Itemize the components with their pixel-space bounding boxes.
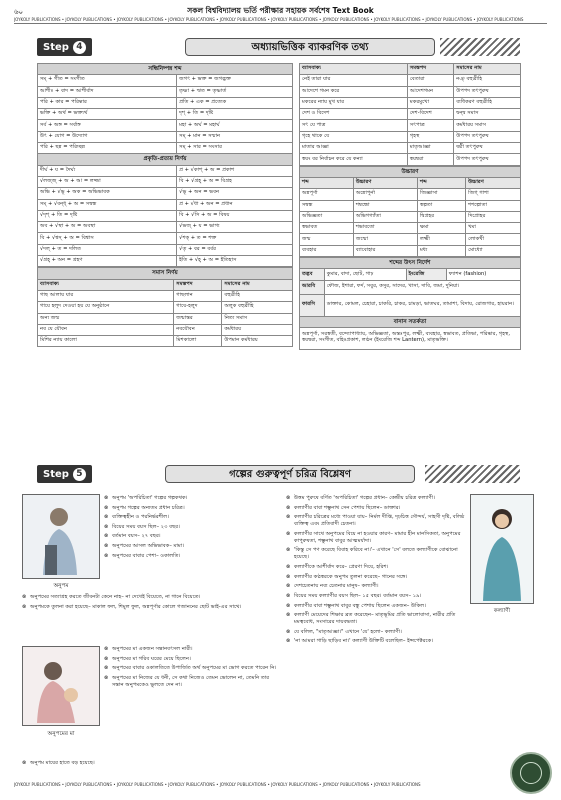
samas-cell: গাছলান — [174, 290, 222, 301]
sandhi-cell: সম্ + সার = সংসার — [177, 143, 293, 154]
uccharon-cell: অন্নোপুর্না — [353, 189, 417, 200]
list-item: ⊗ 'কিন্তু সে পণ করেছে বিবাহ করিবে না।'– এখানে 'সে' বলতে কল্যাণীকে বোঝানো হয়েছে। — [286, 547, 466, 561]
anupam-bullets — [104, 495, 274, 562]
samas2-cell: ব্যধিকরণ বহুব্রীহি — [454, 97, 521, 108]
column-header: উচ্চারণ — [466, 177, 521, 188]
column-header: শব্দ — [300, 177, 354, 188]
kalyani-illustration — [470, 494, 534, 604]
uccharon-cell: শম্বন্ধো — [353, 200, 417, 211]
samas2-cell: সৎ যে পাত্র — [300, 120, 408, 131]
samas-cell: বহুব্রীহি — [222, 290, 293, 301]
step5-number: 5 — [73, 468, 86, 481]
list-item: ⊗ অনুপমের সত্যাগ্ৰহ করতে জীবনটা কেনে নাহ– না দেখেই বিয়েতে, না গানে বিয়েতে। — [22, 594, 280, 601]
table-row — [300, 234, 521, 245]
uccharon-cell: অন্নপূর্ণা — [300, 189, 354, 200]
anupam-illustration — [22, 494, 100, 579]
samas2-cell: স্বয়ং বর নির্বাচন করে যে কন্যা — [300, 154, 408, 165]
samas2-cell: গৃহস্থ — [407, 131, 453, 142]
utsa-r2-c1: ডাক্তার, কোমল, চেহারা, চাকরি, চাকর, চামড়া, ভাতঘর, তামাশা, বিদায়, রোজগার, হায়রান। — [324, 294, 520, 316]
step5-label: Step — [43, 468, 69, 480]
kalyani-bullets — [286, 495, 466, 648]
sandhi-cell: দৃশ্ + তি = দৃষ্টি — [177, 109, 293, 120]
table-row — [38, 199, 293, 210]
column-header: উচ্চারণ — [353, 177, 417, 188]
samas2-cell: দেশ-বিদেশ — [407, 109, 453, 120]
samas-cell: মিশকালো — [174, 336, 222, 347]
book-title: সকল বিশ্ববিদ্যালয় ভর্তি পরীক্ষার সহায়ক সর্বশেষ Text Book — [187, 6, 374, 15]
samas2-cell: নেই তারা যার — [300, 75, 408, 86]
list-item: ⊗ উত্তম পুরুষে বর্ণিত 'অপরিচিতা' গল্পের প্রধান– কেন্দ্রীয় চরিত্র কল্যাণী। — [286, 495, 466, 502]
sandhi-cell: পরি + ছন্ন = পরিচ্ছন্ন — [38, 143, 177, 154]
list-item: ⊗ কল্যাণী মেয়েদের শিক্ষার ব্রত করেছেন– মাতৃভূমির প্রতি ভালোবাসা, নারীর প্রতি মমত্ববোধ, সংসারের দায়বদ্ধতা। — [286, 612, 466, 626]
utsa-r0-c2: ইংরেজি — [406, 269, 446, 280]
uccharon-cell: মধ্য — [418, 245, 466, 256]
samas-cell: কর্মধারয় — [222, 324, 293, 335]
utsa-title: শব্দের উৎস নির্দেশ — [300, 258, 521, 269]
list-item: ⊗ কল্যাণীর সাথে অনুপমের বিয়ে না হওয়ার কারণ– মামার হীন মানসিকতা, অনুপমের কাপুরুষতা, শম্ভুনাথ বাবুর আত্মমর্যাদা। — [286, 531, 466, 545]
uccharon-cell: স্বল্পতা — [418, 200, 466, 211]
pratyay-cell: অভি + √ভূ + অক = অভিভাবক — [38, 188, 177, 199]
page-number: ৬০ — [14, 8, 24, 16]
table-row — [38, 290, 293, 301]
samas-cell: গায়ে হলুদ দেওয়া হয় যে অনুষ্ঠানে — [38, 302, 174, 313]
list-item: ⊗ যে বলিল, "মাতৃআজ্ঞা।" এখানে 'যে' হলো– কল্যাণী। — [286, 629, 466, 636]
samas2-cell: উপপদ তৎপুরুষ — [454, 154, 521, 165]
list-item: ⊗ কল্যাণীর কণ্ঠস্বরকে অনুপম তুলনা করেছে– গানের সঙ্গে। — [286, 574, 466, 581]
column-header: সমস্তপদ — [407, 64, 453, 75]
mother-bullets — [104, 646, 280, 691]
table-row — [38, 302, 293, 313]
column-header: ব্যাসবাক্য — [38, 279, 174, 290]
samas-cell: মিশির ন্যায় কালো — [38, 336, 174, 347]
table-row — [300, 154, 521, 165]
samas-cell: জন্মান্তর — [174, 313, 222, 324]
samas2-cell: মকরমুখো — [407, 97, 453, 108]
step4-number: 4 — [73, 41, 86, 54]
table-row — [38, 86, 293, 97]
utsa-r2-c0: ফারসি — [300, 294, 325, 316]
sandhi-cell: সম্ + মান = সম্মান — [177, 131, 293, 142]
pratyay-cell: বি + √সি + অ = বিষয় — [177, 210, 293, 221]
list-item: ⊗ কল্যাণীকে আশীর্বাদ করে– প্রেরণা দিয়ে, হরিশ। — [286, 564, 466, 571]
step4-title: অধ্যায়ভিত্তিক ব্যাকরণিক তথ্য — [185, 38, 435, 56]
pratyay-cell: ইতি + √হ্ + অ = ইতিহাস — [177, 256, 293, 267]
list-item: ⊗ বর্তমান বয়স– ২৭ বছর। — [104, 533, 274, 540]
samas-table — [37, 267, 293, 347]
table-row — [300, 189, 521, 200]
list-item: ⊗ 'না আমরা গাড়ি ছাড়িব না।' কল্যাণী উক্তিটি বলেছিল– ইন্সপেক্টরকে। — [286, 638, 466, 645]
anupam-extra-bullets — [22, 594, 280, 613]
list-item: ⊗ কল্যাণীর বাবা শম্ভুনাথ সেন পেশায় ছিলেন– ডাক্তার। — [286, 505, 466, 512]
samas2-cell: মাতৃআজ্ঞা — [407, 143, 453, 154]
samas2-cell: আদেশগমন — [407, 86, 453, 97]
uccharon-cell: ব্যাবোহার — [353, 245, 417, 256]
table-row — [38, 176, 293, 187]
uccharon-table — [299, 166, 521, 257]
uccharon-cell: ক্ষমা — [418, 223, 466, 234]
list-item: ⊗ অনুপম 'অপরিচিতা' গল্পের গল্পকথক। — [104, 495, 274, 502]
list-item: ⊗ বিয়ের সময় বয়স ছিল– ২৩ বছর। — [104, 524, 274, 531]
table-row — [300, 131, 521, 142]
pratyay-cell: দীর্ঘ + য = দৈর্ঘ্য — [38, 165, 177, 176]
footer-strip: JOYKOLY PUBLICATIONS • JOYKOLY PUBLICATIONS • JOYKOLY PUBLICATIONS • JOYKOLY PUBLICATIONS • JOYKOLY PUBLICATIONS • JOYKOLY PUBLICATIONS • JOYKOLY PUBLICATIONS • JOYKOLY PUBLICATIONS — [14, 782, 421, 787]
anupam-caption: অনুপম — [53, 583, 69, 589]
uccharon-cell: স্বভাবত — [300, 223, 354, 234]
sandhi-cell: সর্ব + অঙ্গ = সর্বাঙ্গ — [38, 120, 177, 131]
column-header: ব্যাসবাক্য — [300, 64, 408, 75]
anupam-figure-icon — [23, 495, 99, 578]
column-header: শব্দ — [418, 177, 466, 188]
list-item: ⊗ কল্যাণীর চরিত্রের মধ্যে পাওয়া যায়– নির্মল দীপ্তি, দৃঢ়চিত্ত সৌন্দর্য, সাহসী দৃষ্টি, বলিষ্ঠ ব্যক্তিত্ব এবং প্রতিবাদী চেতনা। — [286, 514, 466, 528]
sandhi-cell: ভক্তি + অর্থ = ভক্ত্যর্থ — [38, 109, 177, 120]
list-item: ⊗ কল্যাণীর বাবা শম্ভুনাথ বাবুর বন্ধু পেশায় ছিলেন একজন– উকিল। — [286, 603, 466, 610]
list-item: ⊗ ব্যক্তিত্বহীন ও পরনির্ভরশীল। — [104, 514, 274, 521]
list-item: ⊗ দেশচেতনায় নব্য চেতনার মানুষ– কল্যাণী। — [286, 583, 466, 590]
uccharon-cell: জন্ম — [300, 234, 354, 245]
sandhi-table — [37, 63, 293, 267]
pratyay-cell: বি + √গ্ৰহ্ + অ = বিগ্ৰহ — [177, 176, 293, 187]
table-row — [38, 97, 293, 108]
pratyay-cell: প্র + √কাশ্ + অ = প্রকাশ — [177, 165, 293, 176]
samas2-cell: উপপদ তৎপুরুষ — [454, 86, 521, 97]
table-row — [38, 324, 293, 335]
uccharon-cell: অভিগগ্যাঁতা — [353, 211, 417, 222]
table-row — [38, 165, 293, 176]
uccharon-cell: শভাবতো — [353, 223, 417, 234]
utsa-r1-c1: ফৌজ, ইশারা, ফর্দ, সবুর, কসুর, সাদের, খাসা, দাবি, জমা, দুনিয়া। — [324, 280, 520, 294]
table-row — [300, 143, 521, 154]
pratyay-cell: √তৃ + বর = বর্বর — [177, 244, 293, 255]
pratyay-cell: প্র + √ধা + অন = প্রধান — [177, 199, 293, 210]
banan-title: বানান সতর্কতা — [300, 316, 521, 327]
step4-label: Step — [43, 41, 69, 53]
step5-stripes — [425, 465, 520, 483]
pratyay-cell: √দল্ + ত = দলিত — [38, 244, 177, 255]
list-item: ⊗ অনুপমের আসল অভিভাবক– মামা। — [104, 543, 274, 550]
samas-title: সমাস নির্ণয় — [38, 268, 293, 279]
kalyani-figure-icon — [471, 495, 533, 603]
list-item: ⊗ অনুপমের মা একজন সন্তানবৎসল নারী। — [104, 646, 280, 653]
samas2-cell: সৎপাত্র — [407, 120, 453, 131]
sandhi-cell: প্রতি + এক = প্রত্যেক — [177, 97, 293, 108]
uccharon-cell: খমা — [466, 223, 521, 234]
uccharon-cell: জন্মো — [353, 234, 417, 245]
table-row — [38, 233, 293, 244]
step4-badge — [37, 38, 92, 56]
uccharon-cell: দ্বিপ্রহর — [418, 211, 466, 222]
table-row — [38, 188, 293, 199]
table-row — [38, 75, 293, 86]
table-row — [300, 86, 521, 97]
step4-stripes — [440, 38, 520, 56]
step5-badge — [37, 465, 92, 483]
uccharon-cell: লোকখী — [466, 234, 521, 245]
pratyay-cell: √দৃশ্ + তি = দৃষ্টি — [38, 210, 177, 221]
pratyay-cell: বি + √শ্বস্ + অ = বিশ্বাস — [38, 233, 177, 244]
sandhi-cell: মহা + অর্ঘ = মহার্ঘ — [177, 120, 293, 131]
samas2-cell: দ্বন্দ্ব সমাস — [454, 109, 521, 120]
pratyay-cell: √লজ্জ্ + অ + আ = লজ্জা — [38, 176, 177, 187]
publisher-logo-icon — [510, 752, 552, 794]
table-row — [38, 313, 293, 324]
kalyani-caption: কল্যাণী — [493, 608, 511, 614]
sandhi-cell: তৃষ্ণা + ঋত = তৃষ্ণার্ত — [177, 86, 293, 97]
samas2-cell: আদেশে গমন করে — [300, 86, 408, 97]
samas-cell: অন্য জন্ম — [38, 313, 174, 324]
utsa-table — [299, 257, 521, 350]
column-header: সমস্তপদ — [174, 279, 222, 290]
samas-cell: নিত্য সমাস — [222, 313, 293, 324]
samas-cell: নবযৌবন — [174, 324, 222, 335]
list-item: ⊗ অনুপমের মা নিজের যে ধনী, সে কথা নিজেও তেমন ভোলেন না, তেমনি তার সন্তান অনুপমকেও ভুলতে দেন না। — [104, 675, 280, 689]
sandhi-cell: জগৎ + ভক্ত = জগদ্ভক্ত — [177, 75, 293, 86]
samas2-cell: দেশ ও বিদেশ — [300, 109, 408, 120]
samas2-cell: মকরের ন্যায় মুখ যার — [300, 97, 408, 108]
table-row — [300, 211, 521, 222]
list-item: ⊗ অনুপম গল্পের অন্যতম প্রধান চরিত্র। — [104, 505, 274, 512]
samas-cell: অলুক বহুব্রীহি — [222, 302, 293, 313]
list-item: ⊗ অনুপমের মা গরিব ঘরের মেয়ে ছিলেন। — [104, 656, 280, 663]
banan-text: অন্নপূর্ণা, সরস্বতী, বন্দ্যোপাধ্যায়, অভিজ্ঞতা, অন্তঃপুর, লক্ষ্মী, ব্যবহার, স্বভাবত, প্রতিভা, পরিষ্কার, গৃহস্থ, স্বয়ম্বরা, সংগীত, বহিঃপ্রকাশ, লণ্ঠন (ইংরেজি শব্দ Lantern), মাতৃভক্তি। — [300, 327, 521, 349]
list-item: ⊗ অনুপমের বাবার ওকালতিতে উপার্জিত অর্থ অনুপমের মা ভোগ করতে পারেন নি। — [104, 665, 280, 672]
table-row — [38, 244, 293, 255]
table-row — [38, 336, 293, 347]
publisher-strip: JOYKOLY PUBLICATIONS • JOYKOLY PUBLICATIONS • JOYKOLY PUBLICATIONS • JOYKOLY PUBLICATIONS • JOYKOLY PUBLICATIONS • JOYKOLY PUBLICATIONS • JOYKOLY PUBLICATIONS • JOYKOLY PUBLICATIONS • JOYKOLY PUBLICATIONS • JOYKOLY PUBLICATIONS — [14, 17, 547, 24]
samas2-cell: কর্মধারয় সমাস — [454, 120, 521, 131]
table-row — [38, 210, 293, 221]
column-header: সমাসের নাম — [222, 279, 293, 290]
table-row — [38, 256, 293, 267]
table-row — [300, 245, 521, 256]
utsa-r0-c0: তদ্ভব — [300, 269, 325, 280]
sandhi-cell: আশীঃ + বাদ = আশীর্বাদ — [38, 86, 177, 97]
samas2-cell: গৃহে থাকে যে — [300, 131, 408, 142]
sandhi-title: সন্ধিনিষ্পন্ন শব্দ — [38, 64, 293, 75]
uccharon-cell: জিগ্ গাশা — [466, 189, 521, 200]
step5-title: গল্পের গুরুত্বপূর্ণ চরিত্র বিশ্লেষণ — [165, 465, 415, 483]
pratyay-cell: √ভজ্ + য = ভাগ্য — [177, 222, 293, 233]
pratyay-cell: √ভূ + অন = ভবন — [177, 188, 293, 199]
left-column — [37, 63, 293, 347]
sandhi-cell: সম্ + গীত = সংগীত — [38, 75, 177, 86]
uccharon-cell: ব্যবহার — [300, 245, 354, 256]
right-column — [299, 63, 521, 350]
samas2-cell: স্বয়ম্বরা — [407, 154, 453, 165]
pratyay-cell: √গ্রহ্ + অন = গ্রহণ — [38, 256, 177, 267]
samas2-cell: নঞ্ বহুব্রীহি — [454, 75, 521, 86]
sandhi-cell: উৎ + যোগ = উদ্যোগ — [38, 131, 177, 142]
table-row — [38, 222, 293, 233]
samas-cell: নব যে যৌবন — [38, 324, 174, 335]
mother-illustration — [22, 646, 100, 726]
utsa-r0-c3: ফ্যাশন (fashion) — [446, 269, 520, 280]
mother-footer-list — [22, 760, 280, 770]
table-row — [38, 143, 293, 154]
table-row — [300, 223, 521, 234]
uccharon-cell: দিপ্রোহর — [466, 211, 521, 222]
table-row — [38, 109, 293, 120]
samas-cell: উপমান কর্মধারয় — [222, 336, 293, 347]
table-row — [38, 120, 293, 131]
uccharon-cell: অভিজ্ঞতা — [300, 211, 354, 222]
sandhi-cell: পরি + কার = পরিষ্কার — [38, 97, 177, 108]
table-row — [300, 75, 521, 86]
utsa-r1-c0: আরবি — [300, 280, 325, 294]
table-row — [300, 200, 521, 211]
mother-caption: অনুপমের মা — [47, 731, 75, 737]
pratyay-cell: √শক্ + ত = শক্ত — [177, 233, 293, 244]
samas2-cell: মাতার আজ্ঞা — [300, 143, 408, 154]
uccharon-cell: শশল্পোতা — [466, 200, 521, 211]
uccharon-cell: জিজ্ঞাসা — [418, 189, 466, 200]
uccharon-title: উচ্চারণ — [300, 166, 521, 177]
uccharon-cell: সম্বন্ধ — [300, 200, 354, 211]
uccharon-cell: মোধ্যো — [466, 245, 521, 256]
table-row — [300, 120, 521, 131]
table-row — [300, 97, 521, 108]
uccharon-cell: লক্ষ্মী — [418, 234, 466, 245]
column-header: সমাসের নাম — [454, 64, 521, 75]
samas-cell: গায়ে-হলুদ — [174, 302, 222, 313]
pratyay-cell: সম্ + √বন্ধ্ + অ = সম্বন্ধ — [38, 199, 177, 210]
pratyay-title: প্রকৃতি-প্রত্যয় নির্ণয় — [38, 154, 293, 165]
list-item: ⊗ বিয়ের সময় কল্যাণীর বয়স ছিল– ১৫ বছর। বর্তমান বয়স– ১৯। — [286, 593, 466, 600]
table-row — [300, 109, 521, 120]
samas2-table — [299, 63, 521, 166]
samas2-cell: উপপদ তৎপুরুষ — [454, 131, 521, 142]
pratyay-cell: অব + √স্থা + অ = অবস্থা — [38, 222, 177, 233]
samas-cell: গাছ আলায় যার — [38, 290, 174, 301]
list-item: ⊗ অনুপমকে তুলনা করা হয়েছে– মাকাল ফল, শিমুল ফুল, অন্নপূর্ণার কোলে গজাননের ছোট ভাই-এর সাথে। — [22, 604, 280, 611]
samas2-cell: বেতারা — [407, 75, 453, 86]
table-row — [38, 131, 293, 142]
mother-footer: ⊗ অনুপম মায়ের হাতে বড় হয়েছে। — [22, 760, 280, 767]
utsa-r0-c1: কুমার, বাদা, ছোট, গাঢ় — [324, 269, 406, 280]
list-item: ⊗ অনুপমের বাবার পেশা– ওকালতি। — [104, 553, 274, 560]
mother-figure-icon — [23, 647, 99, 725]
samas2-cell: ষষ্ঠী তৎপুরুষ — [454, 143, 521, 154]
